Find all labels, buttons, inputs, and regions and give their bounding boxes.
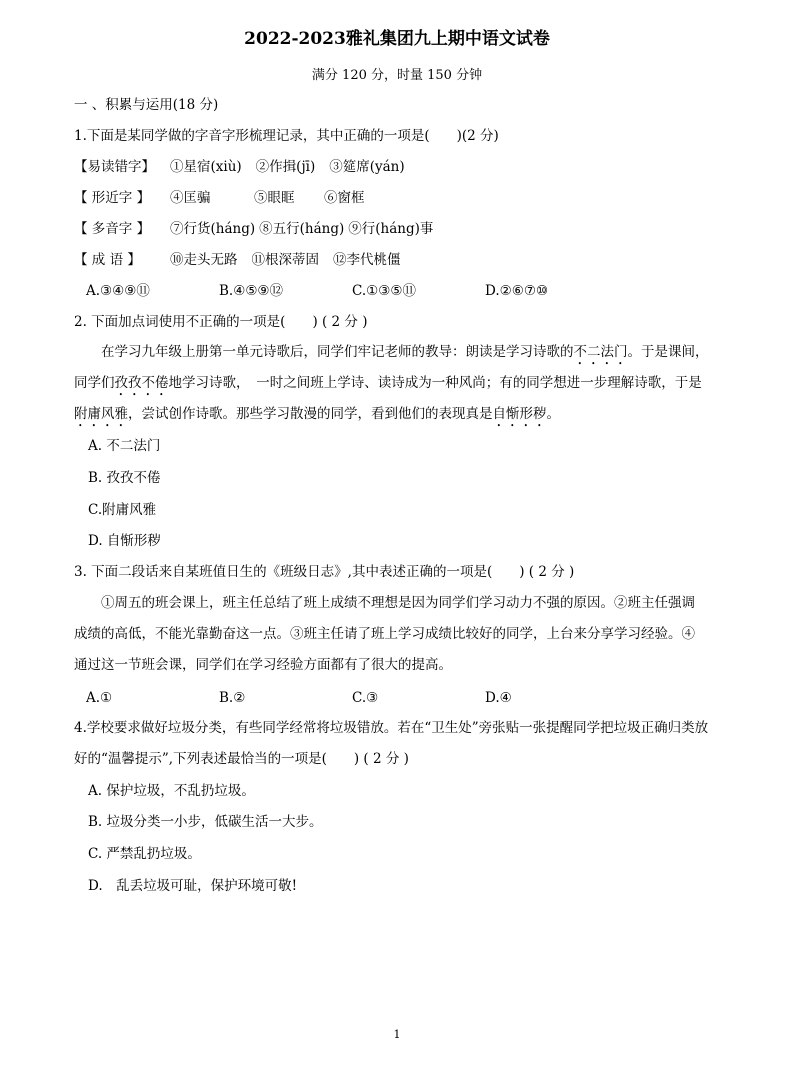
option-b[interactable]: B. 垃圾分类一小步，低碳生活一大步。 bbox=[88, 814, 323, 830]
dotted-word: 不二法门 bbox=[573, 344, 628, 360]
q3-passage-line: 通过这一节班会课，同学们在学习经验方面都有了很大的提高。 bbox=[74, 657, 452, 673]
q1-row bbox=[74, 188, 379, 208]
q1-row-item: ③筵席(yán) bbox=[329, 159, 405, 175]
passage-text: 。于是课间， bbox=[627, 344, 709, 360]
q2-stem: 2. 下面加点词使用不正确的一项是( ) ( 2 分 ) bbox=[74, 314, 368, 330]
option-b[interactable]: B. 孜孜不倦 bbox=[88, 470, 161, 486]
option-d[interactable]: D. 自惭形秽 bbox=[88, 533, 161, 549]
q1-row-category: 【 成 语 】 bbox=[74, 252, 141, 268]
q3-passage-line: 成绩的高低，不能光靠勤奋这一点。③班主任请了班上学习成绩比较好的同学，上台来分享学习经验。④ bbox=[74, 626, 695, 642]
q3-stem: 3. 下面二段话来自某班值日生的《班级日志》,其中表述正确的一项是( ) ( 2 分 ) bbox=[74, 564, 575, 580]
q1-stem: 1.下面是某同学做的字音字形梳理记录，其中正确的一项是( )(2 分) bbox=[74, 128, 499, 144]
q1-row-item: ①星宿(xiù) bbox=[170, 159, 242, 175]
option-c[interactable]: C.①③⑤⑪ bbox=[352, 283, 416, 299]
option-a[interactable]: A. 保护垃圾，不乱扔垃圾。 bbox=[88, 783, 255, 799]
q1-row-item: ⑫李代桃僵 bbox=[333, 252, 401, 268]
page-number: 1 bbox=[393, 1028, 401, 1041]
dotted-word: 孜孜不倦 bbox=[114, 375, 169, 391]
q1-row-item: ⑩走头无路 bbox=[170, 252, 238, 268]
q1-row-item: ⑦行货(háng) bbox=[170, 221, 256, 237]
option-c[interactable]: C.③ bbox=[352, 690, 379, 706]
q4-stem-line: 4.学校要求做好垃圾分类，有些同学经常将垃圾错放。若在“卫生处”旁张贴一张提醒同学把垃圾正确归类放 bbox=[74, 720, 709, 736]
option-d[interactable]: D.④ bbox=[485, 690, 512, 706]
q2-passage-line bbox=[101, 342, 709, 368]
q3-passage-line: ①周五的班会课上，班主任总结了班上成绩不理想是因为同学们学习动力不强的原因。②班主任强调 bbox=[101, 595, 695, 611]
dotted-word: 附庸风雅 bbox=[74, 406, 128, 422]
q1-row-category: 【 形近字 】 bbox=[74, 190, 151, 206]
q1-row-item: ⑨行(háng)事 bbox=[348, 221, 434, 237]
option-a[interactable]: A. 不二法门 bbox=[88, 438, 161, 454]
q2-passage-line bbox=[74, 373, 702, 399]
q1-row bbox=[74, 157, 419, 177]
q1-row-category: 【 多音字 】 bbox=[74, 221, 151, 237]
q1-row-item: ⑤眼眶 bbox=[254, 190, 295, 206]
option-d[interactable]: D.②⑥⑦⑩ bbox=[485, 283, 549, 299]
q1-row bbox=[74, 250, 415, 270]
passage-text: 。 bbox=[546, 406, 560, 422]
dotted-word: 自惭形秽 bbox=[492, 406, 547, 422]
option-a[interactable]: A.③④⑨⑪ bbox=[86, 283, 150, 299]
option-b[interactable]: B.④⑤⑨⑫ bbox=[219, 283, 284, 299]
q4-stem-line: 好的“温馨提示”,下列表述最恰当的一项是( ) ( 2 分 ) bbox=[74, 751, 409, 767]
section-heading: 一 、积累与运用(18 分) bbox=[74, 97, 219, 113]
passage-text: 在学习九年级上册第一单元诗歌后，同学们牢记老师的教导：朗读是学习诗歌的 bbox=[101, 344, 574, 360]
q1-row bbox=[74, 219, 447, 239]
q1-row-item: ⑥窗框 bbox=[324, 190, 365, 206]
passage-text: 同学们 bbox=[74, 375, 115, 391]
q1-row-item: ②作揖(jī) bbox=[255, 159, 316, 175]
option-c[interactable]: C.附庸风雅 bbox=[88, 502, 157, 518]
passage-text: ，尝试创作诗歌。那些学习散漫的同学，看到他们的表现真是 bbox=[128, 406, 493, 422]
option-a[interactable]: A.① bbox=[86, 690, 113, 706]
page-title: 2022-2023雅礼集团九上期中语文试卷 bbox=[244, 29, 550, 49]
option-c[interactable]: C. 严禁乱扔垃圾。 bbox=[88, 846, 201, 862]
q1-row-category: 【易读错字】 bbox=[74, 159, 155, 175]
exam-subtitle: 满分 120 分，时量 150 分钟 bbox=[311, 68, 483, 83]
q1-options bbox=[86, 281, 618, 301]
q1-row-item: ⑧五行(háng) bbox=[259, 221, 345, 237]
passage-text: 地学习诗歌， 一时之间班上学诗、读诗成为一种风尚；有的同学想进一步理解诗歌，于是 bbox=[168, 375, 702, 391]
q1-row-item: ④匡骗 bbox=[170, 190, 211, 206]
option-d[interactable]: D. 乱丢垃圾可耻，保护环境可敬! bbox=[88, 878, 298, 894]
q2-passage-line bbox=[74, 404, 560, 430]
option-b[interactable]: B.② bbox=[219, 690, 246, 706]
q3-options bbox=[86, 688, 618, 708]
q1-row-item: ⑪根深蒂固 bbox=[251, 252, 319, 268]
